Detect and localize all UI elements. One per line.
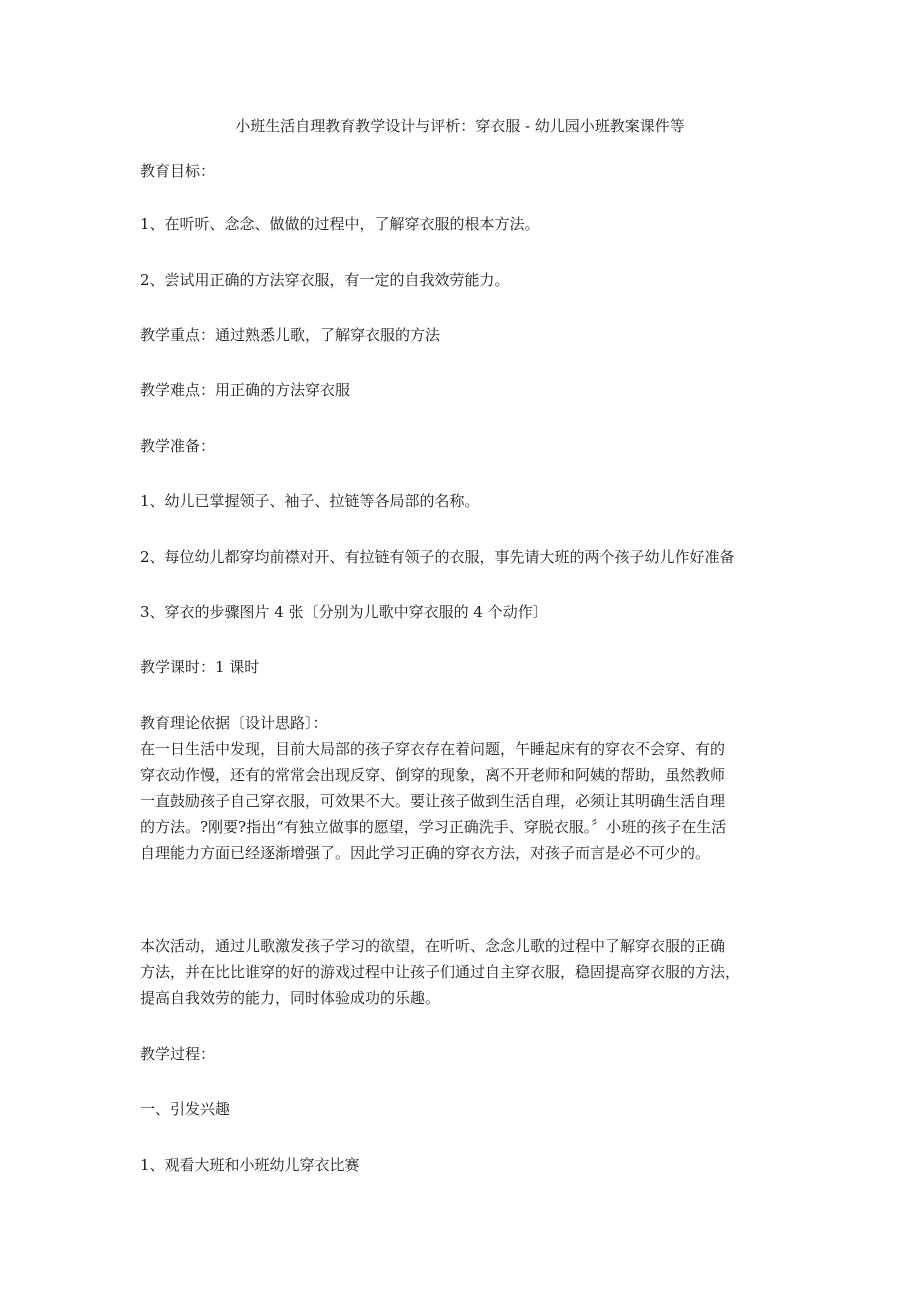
paragraph-line: 在一日生活中发现，目前大局部的孩子穿衣存在着问题，午睡起床有的穿衣不会穿、有的 — [140, 740, 726, 758]
goal-item: 1、在听听、念念、做做的过程中，了解穿衣服的根本方法。 — [140, 215, 540, 233]
prep-item: 1、幼儿已掌握领子、袖子、拉链等各局部的名称。 — [140, 492, 480, 510]
theory-paragraph — [140, 736, 795, 866]
paragraph-line: 穿衣动作慢，还有的常常会出现反穿、倒穿的现象，离不开老师和阿姨的帮助，虽然教师 — [140, 766, 726, 784]
activity-paragraph — [140, 933, 795, 1011]
goal-item: 2、尝试用正确的方法穿衣服，有一定的自我效劳能力。 — [140, 271, 510, 289]
document-title: 小班生活自理教育教学设计与评析：穿衣服 - 幼儿园小班教案课件等 — [235, 117, 685, 135]
section-heading: 一、引发兴趣 — [140, 1100, 231, 1118]
paragraph-line: 自理能力方面已经逐渐增强了。因此学习正确的穿衣方法，对孩子而言是必不可少的。 — [140, 844, 711, 862]
prep-item: 2、每位幼儿都穿均前襟对开、有拉链有领子的衣服，事先请大班的两个孩子幼儿作好准备 — [140, 548, 735, 566]
prep-item: 3、穿衣的步骤图片 4 张〔分别为儿歌中穿衣服的 4 个动作〕 — [140, 603, 548, 621]
paragraph-line: 提高自我效劳的能力，同时体验成功的乐趣。 — [140, 989, 441, 1007]
step-item: 1、观看大班和小班幼儿穿衣比赛 — [140, 1156, 360, 1174]
process-heading: 教学过程： — [140, 1045, 216, 1063]
paragraph-line: 一直鼓励孩子自己穿衣服，可效果不大。要让孩子做到生活自理，必须让其明确生活自理 — [140, 792, 726, 810]
paragraph-line: 的方法。?刚要?指出“有独立做事的愿望，学习正确洗手、穿脱衣服。〞小班的孩子在生活 — [140, 818, 727, 836]
difficulty: 教学难点：用正确的方法穿衣服 — [140, 381, 351, 399]
paragraph-line: 本次活动，通过儿歌激发孩子学习的欲望，在听听、念念儿歌的过程中了解穿衣服的正确 — [140, 937, 726, 955]
paragraph-line: 方法，并在比比谁穿的好的游戏过程中让孩子们通过自主穿衣服，稳固提高穿衣服的方法， — [140, 963, 741, 981]
class-hours: 教学课时：1 课时 — [140, 658, 260, 676]
theory-heading: 教育理论依据〔设计思路〕： — [140, 714, 328, 732]
goal-heading: 教育目标： — [140, 162, 216, 180]
prep-heading: 教学准备： — [140, 437, 216, 455]
key-point: 教学重点：通过熟悉儿歌，了解穿衣服的方法 — [140, 326, 441, 344]
